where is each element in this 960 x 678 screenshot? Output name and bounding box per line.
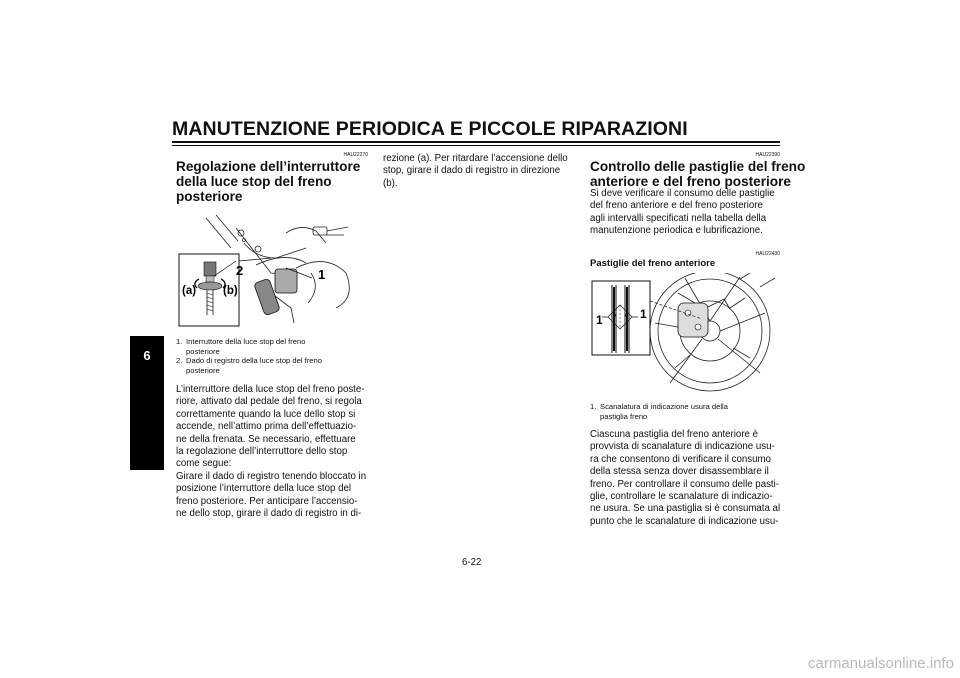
page-header-title: MANUTENZIONE PERIODICA E PICCOLE RIPARAZIONI — [172, 118, 688, 140]
body-line: stop, girare il dado di registro in direzione — [383, 165, 561, 177]
callout-1: 1 — [318, 267, 326, 282]
body-line: posizione l’interruttore della luce stop del — [176, 483, 352, 495]
section-title-line: posteriore — [176, 189, 243, 204]
section-title-line: Controllo delle pastiglie del freno — [590, 159, 806, 174]
body-line: glie, controllare le scanalature di indicazio- — [590, 491, 773, 503]
body-line: punto che le scanalature di indicazione usu- — [590, 515, 779, 527]
brake-switch-illustration — [176, 213, 366, 330]
page-number: 6-22 — [462, 557, 482, 568]
label-a: (a) — [182, 285, 197, 297]
body-line: come segue: — [176, 458, 232, 470]
caption-item — [176, 337, 376, 356]
caption-text: posteriore — [186, 365, 220, 375]
body-line: Girare il dado di registro tenendo bloccato in — [176, 470, 367, 482]
body-line: rezione (a). Per ritardare l’accensione dello — [383, 153, 568, 164]
caption-number: 1. — [176, 337, 183, 346]
header-rule-thick — [172, 141, 780, 143]
body-paragraph — [590, 429, 782, 528]
caption-item — [590, 402, 782, 421]
caption-number: 1. — [590, 402, 597, 411]
body-paragraph — [176, 384, 368, 520]
body-line: del freno anteriore e del freno posteriore — [590, 200, 763, 212]
body-line: freno posteriore. Per anticipare l’accensio- — [176, 495, 358, 507]
body-line: ne usura. Se una pastiglia si è consumata al — [590, 503, 781, 515]
section-code: HAU22270 — [343, 152, 368, 158]
caption-text: Scanalatura di indicazione usura della — [600, 402, 728, 411]
figure-captions — [590, 402, 782, 421]
caption-text: pastiglia freno — [600, 411, 648, 421]
header-rule-thin — [172, 145, 780, 146]
callout-right: 1 — [640, 307, 647, 321]
body-line: ne dello stop, girare il dado di registro in di- — [176, 508, 362, 520]
brake-switch-figure — [176, 213, 366, 330]
callout-left: 1 — [596, 313, 603, 327]
brake-pad-illustration — [590, 273, 782, 395]
section-title-line: della luce stop del freno — [176, 174, 332, 189]
caption-item — [176, 356, 376, 375]
section-title-line: anteriore e del freno posteriore — [590, 174, 791, 189]
chapter-tab-number: 6 — [143, 348, 151, 363]
body-line: (b). — [383, 177, 398, 189]
section-title-line: Regolazione dell’interruttore — [176, 159, 361, 174]
section-title — [590, 159, 806, 189]
body-line: ne della frenata. Se necessario, effettuare — [176, 433, 356, 445]
body-line: riore, attivato dal pedale del freno, si regola — [176, 396, 362, 408]
body-line: ra che consentono di verificare il consumo — [590, 453, 771, 465]
label-b: (b) — [223, 285, 238, 297]
section-title — [176, 159, 376, 204]
figure-captions — [176, 337, 376, 375]
body-line: Si deve verificare il consumo delle pastiglie — [590, 188, 775, 199]
body-line: Ciascuna pastiglia del freno anteriore è — [590, 429, 759, 440]
body-paragraph-continued — [383, 153, 575, 190]
body-line: la regolazione dell’interruttore dello stop — [176, 446, 348, 458]
watermark: carmanualsonline.info — [808, 655, 954, 672]
body-line: della stessa senza dover disassemblare il — [590, 466, 769, 478]
body-line: L’interruttore della luce stop del freno poste- — [176, 384, 365, 395]
caption-text: posteriore — [186, 346, 220, 356]
intro-paragraph — [590, 188, 782, 238]
brake-pad-figure — [590, 273, 782, 395]
body-line: provvista di scanalature di indicazione usu- — [590, 441, 775, 453]
caption-number: 2. — [176, 356, 183, 366]
body-line: accende, nell’attimo prima dell’effettuazio- — [176, 421, 357, 433]
body-line: correttamente quando la luce dello stop si — [176, 408, 356, 420]
callout-2: 2 — [236, 263, 244, 278]
body-line: freno. Per controllare il consumo delle pasti- — [590, 478, 779, 490]
caption-text: Interruttore della luce stop del freno — [186, 337, 306, 346]
subsection-title: Pastiglie del freno anteriore — [590, 258, 716, 269]
subsection-code: HAU22430 — [755, 251, 780, 257]
section-code: HAU22390 — [755, 152, 780, 158]
caption-text: Dado di registro della luce stop del freno — [186, 356, 322, 366]
body-line: agli intervalli specificati nella tabella della — [590, 212, 767, 224]
body-line: manutenzione periodica e lubrificazione. — [590, 225, 763, 237]
